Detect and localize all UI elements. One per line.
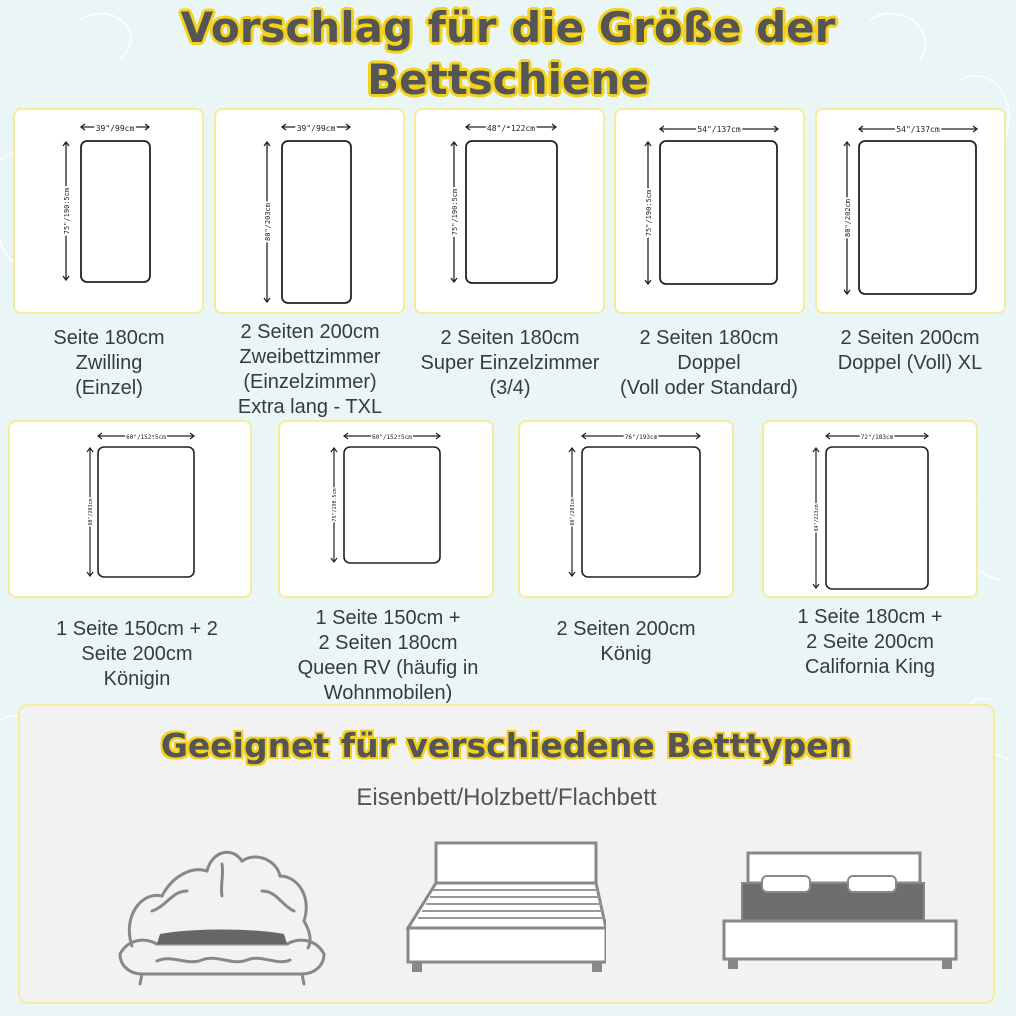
size-caption-queen bbox=[20, 617, 254, 692]
size-caption-double-xl bbox=[808, 326, 1012, 376]
caption-line: Doppel bbox=[677, 352, 741, 374]
mattress-diagram bbox=[280, 422, 496, 600]
page-title-line2: Bettschiene bbox=[367, 55, 649, 104]
size-card-twin bbox=[13, 108, 204, 314]
size-card-queen bbox=[8, 420, 252, 598]
slatted-wood-bed-icon bbox=[406, 838, 606, 973]
caption-line: 2 Seiten 180cm bbox=[318, 632, 458, 654]
caption-line: Zwilling bbox=[75, 352, 143, 374]
width-label: 72"/183cm bbox=[860, 434, 894, 441]
mattress-diagram bbox=[817, 110, 1008, 316]
caption-line: 1 Seite 180cm + bbox=[797, 606, 943, 628]
mattress-diagram bbox=[764, 422, 980, 600]
caption-line: (Voll oder Standard) bbox=[620, 377, 798, 399]
length-label: 80"/203cm bbox=[88, 498, 94, 526]
width-label: 48"/ 122cm bbox=[486, 124, 536, 133]
caption-line: 2 Seiten 200cm bbox=[556, 618, 696, 640]
caption-line: 2 Seiten 200cm bbox=[240, 321, 380, 343]
caption-line: (Einzelzimmer) bbox=[243, 371, 377, 393]
length-label: 75"/190.5cm bbox=[63, 187, 71, 235]
bed-types-subtitle: Eisenbett/Holzbett/Flachbett bbox=[356, 784, 657, 811]
caption-line: Seite 180cm bbox=[53, 327, 165, 349]
bed-types-panel bbox=[18, 704, 995, 1004]
size-caption-double bbox=[603, 326, 815, 401]
width-label: 39"/99cm bbox=[95, 124, 135, 133]
flat-bed-icon bbox=[720, 848, 960, 973]
width-label: 39"/99cm bbox=[296, 124, 336, 133]
page-title-line1: Vorschlag für die Größe der bbox=[180, 3, 836, 52]
mattress-diagram bbox=[416, 110, 607, 316]
mattress-diagram bbox=[15, 110, 206, 316]
caption-line: Super Einzelzimmer bbox=[420, 352, 600, 374]
caption-line: 2 Seite 200cm bbox=[806, 631, 934, 653]
caption-line: (Einzel) bbox=[75, 377, 143, 399]
caption-line: Seite 200cm bbox=[81, 643, 193, 665]
width-label: 76"/193cm bbox=[624, 434, 658, 441]
caption-line: Zweibettzimmer bbox=[239, 346, 381, 368]
bed-types-title: Geeignet für verschiedene Betttypen bbox=[160, 726, 853, 765]
caption-line: König bbox=[600, 643, 652, 665]
width-label: 54"/137cm bbox=[697, 125, 741, 134]
size-card-king bbox=[518, 420, 734, 598]
size-card-double-xl bbox=[815, 108, 1006, 314]
size-card-rv-queen bbox=[278, 420, 494, 598]
caption-line: Queen RV (häufig in bbox=[297, 657, 479, 679]
mattress-diagram bbox=[520, 422, 736, 600]
size-caption-twin bbox=[8, 326, 210, 401]
caption-line: 2 Seiten 200cm bbox=[840, 327, 980, 349]
size-caption-rv-queen bbox=[276, 606, 500, 706]
length-label: 80"/203cm bbox=[264, 203, 272, 241]
caption-line: Doppel (Voll) XL bbox=[837, 352, 983, 374]
length-label: 75"/190.5cm bbox=[332, 488, 338, 522]
caption-line: 2 Seiten 180cm bbox=[639, 327, 779, 349]
size-card-double bbox=[614, 108, 805, 314]
caption-line: Extra lang - TXL bbox=[237, 396, 383, 418]
page-title bbox=[0, 2, 1016, 106]
size-card-california-king bbox=[762, 420, 978, 598]
length-label: 80"/202cm bbox=[844, 199, 852, 237]
length-label: 84"/213cm bbox=[814, 504, 820, 532]
width-label: 60"/152.5cm bbox=[372, 434, 412, 441]
width-label: 54"/137cm bbox=[896, 125, 940, 134]
caption-line: Wohnmobilen) bbox=[323, 682, 453, 704]
caption-line: 1 Seite 150cm + 2 bbox=[56, 618, 218, 640]
length-label: 75"/190.5cm bbox=[451, 188, 459, 236]
width-label: 60"/152.5cm bbox=[126, 434, 166, 441]
caption-line: Königin bbox=[103, 668, 171, 690]
size-caption-twin-xl bbox=[209, 320, 411, 420]
size-caption-king bbox=[518, 617, 734, 667]
mattress-diagram bbox=[616, 110, 807, 316]
length-label: 80"/203cm bbox=[570, 498, 576, 526]
size-caption-super-single bbox=[405, 326, 615, 401]
caption-line: (3/4) bbox=[489, 377, 531, 399]
mattress-diagram bbox=[216, 110, 407, 316]
caption-line: 1 Seite 150cm + bbox=[315, 607, 461, 629]
caption-line: California King bbox=[804, 656, 936, 678]
length-label: 75"/190.5cm bbox=[645, 189, 653, 237]
mattress-diagram bbox=[10, 422, 254, 600]
size-card-super-single bbox=[414, 108, 605, 314]
size-card-twin-xl bbox=[214, 108, 405, 314]
caption-line: 2 Seiten 180cm bbox=[440, 327, 580, 349]
ornate-iron-bed-icon bbox=[112, 836, 332, 986]
size-caption-california-king bbox=[760, 605, 980, 680]
